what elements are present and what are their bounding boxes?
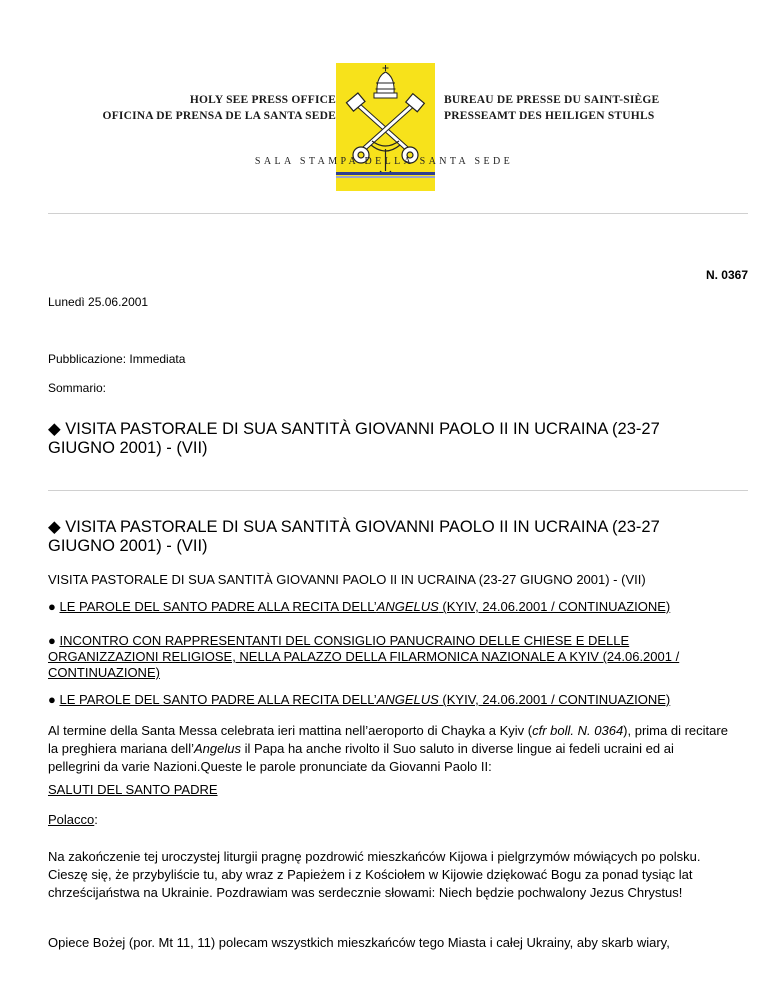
header-bureau: BUREAU DE PRESSE DU SAINT-SIÈGE: [444, 94, 660, 106]
publication-status: Pubblicazione: Immediata: [48, 352, 186, 366]
header-presseamt: PRESSEAMT DES HEILIGEN STUHLS: [444, 110, 655, 122]
polacco-text: Polacco: [48, 812, 95, 827]
diamond-icon: ◆: [48, 420, 66, 438]
header-oficina: OFICINA DE PRENSA DE LA SANTA SEDE: [102, 110, 336, 122]
anchor-heading-angelus[interactable]: [48, 692, 728, 708]
index-link-angelus[interactable]: [48, 599, 728, 615]
saluti-heading-text: SALUTI DEL SANTO PADRE: [48, 782, 218, 797]
section-title: [48, 518, 728, 556]
heading-text-post[interactable]: (KYIV, 24.06.2001 / CONTINUAZIONE): [438, 692, 671, 707]
link-text-post[interactable]: (KYIV, 24.06.2001 / CONTINUAZIONE): [438, 599, 671, 614]
blue-stripe-light: [336, 176, 435, 178]
intro-angelus: Angelus: [193, 741, 241, 756]
dot-icon: ●: [48, 599, 60, 614]
section-subtitle: VISITA PASTORALE DI SUA SANTITÀ GIOVANNI PAOLO II IN UCRAINA (23-27 GIUGNO 2001) - (VII): [48, 572, 646, 587]
section-title-text: VISITA PASTORALE DI SUA SANTITÀ GIOVANNI PAOLO II IN UCRAINA (23-27 GIUGNO 2001) - (VII): [48, 518, 660, 555]
index-link-incontro[interactable]: [48, 633, 728, 681]
dot-icon: ●: [48, 692, 60, 707]
summary-item[interactable]: [48, 420, 728, 458]
summary-label: Sommario:: [48, 381, 107, 395]
intro-paragraph: [48, 722, 728, 776]
divider: [48, 490, 748, 491]
dot-icon: ●: [48, 633, 60, 648]
summary-item-text[interactable]: VISITA PASTORALE DI SUA SANTITÀ GIOVANNI PAOLO II IN UCRAINA (23-27 GIUGNO 2001) - (VII): [48, 420, 660, 457]
language-label-polacco: [48, 812, 728, 828]
intro-text: il Papa ha anche rivolto il Suo saluto in diverse lingue ai fedeli ucraini ed ai pellegrini da varie Nazioni.Queste le parole pronunciate da Giovanni Paolo II:: [48, 741, 674, 774]
intro-citation: cfr boll. N. 0364: [532, 723, 624, 738]
diamond-icon: ◆: [48, 518, 66, 536]
heading-text[interactable]: LE PAROLE DEL SANTO PADRE ALLA RECITA DELL’: [59, 692, 377, 707]
intro-text: Al termine della Santa Messa celebrata ieri mattina nell’aeroporto di Chayka a Kyiv (: [48, 723, 533, 738]
press-office-header: [0, 0, 768, 200]
header-right-text: [444, 92, 659, 124]
polish-paragraph-1: Na zakończenie tej uroczystej liturgii pragnę pozdrowić mieszkańców Kijowa i pielgrzymów mówiących po polsku. Cieszę się, że przybyliście tu, aby wraz z Papieżem i z Kościołem w Kijowie dziękować Bogu za ponad tysiąc lat chrześcijaństwa na Ukrainie. Pozdrawiam was serdecznie słowami: Niech będzie pochwalony Jezus Chrystus!: [48, 849, 701, 900]
header-holy-see: HOLY SEE PRESS OFFICE: [189, 94, 336, 106]
bulletin-date: Lunedì 25.06.2001: [48, 295, 149, 309]
blue-stripe: [336, 172, 435, 175]
header-left-text: [103, 92, 336, 124]
divider: [48, 213, 748, 214]
intro-text: ), prima di recitare la preghiera mariana dell’: [48, 723, 728, 756]
heading-text-em[interactable]: ANGELUS: [376, 692, 439, 707]
sala-stampa-title: SALA STAMPA DELLA SANTA SEDE: [254, 156, 514, 167]
polacco-colon: :: [94, 812, 98, 827]
link-text[interactable]: INCONTRO CON RAPPRESENTANTI DEL CONSIGLIO PANUCRAINO DELLE CHIESE E DELLE ORGANIZZAZIONI RELIGIOSE, NELLA PALAZZO DELLA FILARMONICA NAZIONALE A KYIV (24.06.2001 / CONTINUAZIONE): [48, 633, 680, 680]
link-text-em[interactable]: ANGELUS: [376, 599, 439, 614]
polish-paragraph-2: Opiece Bożej (por. Mt 11, 11) polecam wszystkich mieszkańców tego Miasta i całej Ukrainy, aby skarb wiary,: [48, 935, 670, 950]
link-text[interactable]: LE PAROLE DEL SANTO PADRE ALLA RECITA DELL’: [59, 599, 377, 614]
saluti-heading: [48, 782, 728, 798]
bulletin-number: N. 0367: [705, 268, 748, 282]
